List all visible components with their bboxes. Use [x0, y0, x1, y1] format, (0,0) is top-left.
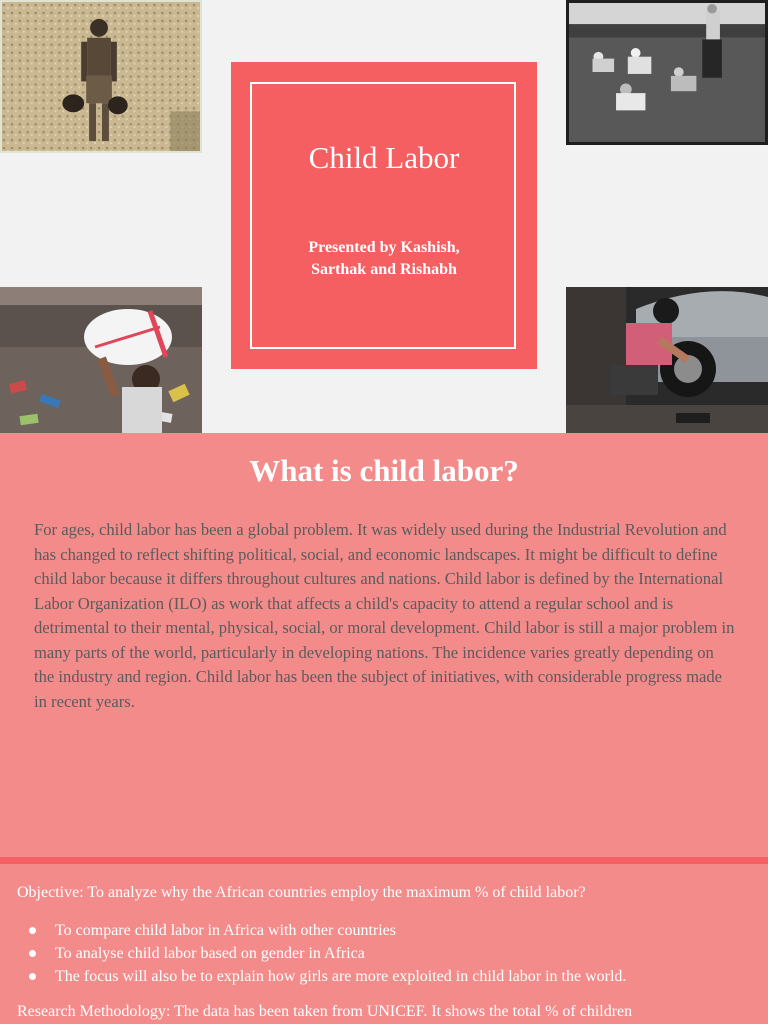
section-divider [0, 857, 768, 864]
objective-section [0, 864, 768, 1024]
byline-line-2: Sarthak and Rishabh [311, 261, 457, 278]
methodology-text: Research Methodology: The data has been taken from UNICEF. It shows the total % of children [17, 1003, 633, 1020]
what-is-child-labor-section [0, 433, 768, 857]
list-item: To compare child labor in Africa with other countries [0, 919, 626, 942]
byline-line-1: Presented by Kashish, [308, 239, 460, 256]
list-item: To analyse child labor based on gender in Africa [0, 942, 626, 965]
presenters-byline [261, 237, 507, 281]
title-card-frame [250, 82, 516, 349]
list-item: The focus will also be to explain how girls are more exploited in child labor in the world. [0, 965, 626, 988]
title-card [231, 62, 537, 369]
definition-paragraph: For ages, child labor has been a global problem. It was widely used during the Industrial Revolution and has changed to reflect shifting political, social, and economic landscapes. It might be difficult to define child labor because it differs throughout cultures and nations. Child labor is defined by the International Labor Organization (ILO) as work that affects a child's capacity to attend a regular school and is detrimental to their mental, physical, social, or moral development. Child labor is still a major problem in many parts of the world, particularly in developing nations. The incidence varies greatly depending on the industry and region. Child labor has been the subject of initiatives, with considerable progress made in recent years. [34, 520, 735, 711]
photo-children-working-in-field [566, 0, 768, 145]
objective-bullet-list [0, 919, 626, 988]
objective-text: Objective: To analyze why the African countries employ the maximum % of child labor? [17, 884, 586, 901]
section-heading: What is child labor? [249, 453, 519, 488]
presentation-title: Child Labor [308, 140, 460, 175]
photo-child-carrying-sack [0, 287, 202, 433]
photo-boy-fixing-car [566, 287, 768, 433]
photo-boy-carrying-buckets [0, 0, 202, 153]
